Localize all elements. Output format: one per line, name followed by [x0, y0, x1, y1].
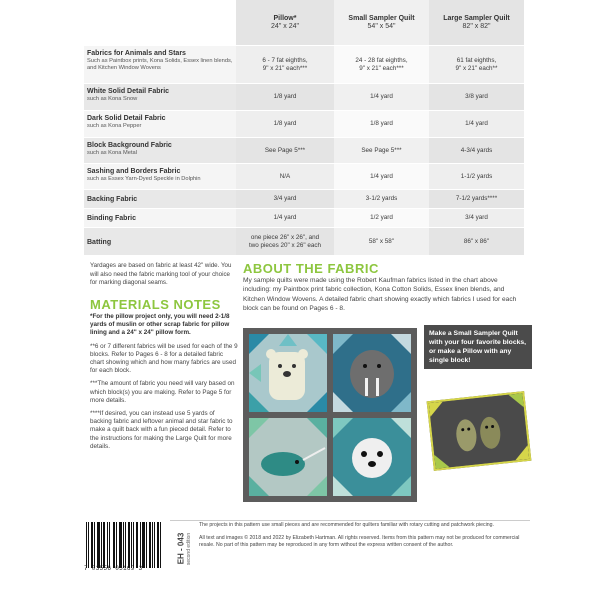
note-pillow: *For the pillow project only, you will need 2-1/8 yards of muslin or other scrap fabric for pillow lining and a 24" x 24" pillow form.	[90, 313, 230, 337]
row-name: Binding Fabric	[87, 215, 136, 222]
table-row	[84, 84, 524, 111]
quilt-illustration	[243, 328, 417, 502]
pillow-illustration	[429, 393, 529, 468]
row-sub: such as Kona Snow	[87, 96, 138, 102]
cell: 1/4 yard	[334, 164, 429, 189]
cell: 1/8 yard	[236, 84, 334, 110]
table-header-row	[84, 0, 524, 46]
cell: 3/4 yard	[429, 209, 524, 227]
about-fabric-title: ABOUT THE FABRIC	[243, 261, 379, 276]
cell: 6 - 7 fat eighths,	[262, 56, 308, 64]
edition-text: second edition	[186, 532, 192, 566]
cell: 1/8 yard	[334, 111, 429, 137]
footer-text	[199, 522, 529, 555]
about-fabric-text: My sample quilts were made using the Robert Kaufman fabrics listed in the chart above including: my Paintbox print fabric collection, Kona Cotton Solids, Essex linen blends, and Kitchen Window Wovens. A detailed fabric chart showing exactly which fabrics I used for each block can be found on Pages 6 - 8.	[243, 277, 517, 312]
sampler-callout: Make a Small Sampler Quilt with your four favorite blocks, or make a Pillow with any single block!	[424, 325, 532, 369]
row-sub: such as Essex Yarn-Dyed Speckle in Dolphin	[87, 176, 201, 182]
table-row	[84, 111, 524, 138]
cell: 1/2 yard	[334, 209, 429, 227]
table-row	[84, 209, 524, 228]
cell: two pieces 20" x 26" each	[248, 241, 322, 249]
cell: one piece 26" x 26", and	[250, 233, 320, 241]
cell: 58" x 58"	[334, 228, 429, 255]
cell: 1/4 yard	[429, 111, 524, 137]
row-name: Fabrics for Animals and Stars	[87, 50, 186, 57]
row-name: Block Background Fabric	[87, 142, 172, 149]
header-pillow: Pillow*	[273, 14, 297, 22]
row-name: White Solid Detail Fabric	[87, 88, 170, 95]
cell: 9" x 21" each***	[359, 64, 404, 72]
note-fat-eighths: **6 or 7 different fabrics will be used for each of the 9 blocks. Refer to Pages 6 - 8 for a detailed fabric chart showing which and how many fabrics are used for each block.	[90, 342, 238, 375]
materials-notes-title: MATERIALS NOTES	[90, 297, 221, 312]
cell: 1/4 yard	[236, 209, 334, 227]
footer-divider	[170, 520, 530, 521]
cell: 9" x 21" each***	[262, 64, 308, 72]
sampler-quilt-image	[243, 328, 417, 502]
row-name: Dark Solid Detail Fabric	[87, 115, 166, 122]
header-pillow-size: 24" x 24"	[271, 22, 299, 30]
barcode-numbers: 7 03556 05169 3	[84, 565, 143, 572]
pattern-code	[171, 524, 192, 584]
pattern-code-text: EH - 043	[176, 532, 186, 565]
header-small-quilt-size: 54" x 54"	[367, 22, 396, 30]
cell: 1-1/2 yards	[429, 164, 524, 189]
pillow-image	[427, 391, 532, 471]
row-sub: Such as Paintbox prints, Kona Solids, Essex linen blends, and Kitchen Window Wovens	[87, 58, 233, 71]
cell: See Page 5***	[236, 138, 334, 163]
cell: 24 - 28 fat eighths,	[355, 56, 408, 64]
cell: 61 fat eighths,	[456, 56, 497, 64]
table-row	[84, 46, 524, 84]
cell: 3-1/2 yards	[334, 190, 429, 208]
table-row	[84, 190, 524, 209]
row-name: Sashing and Borders Fabric	[87, 168, 181, 175]
header-large-quilt-size: 82" x 82"	[462, 22, 491, 30]
cell: 86" x 86"	[429, 228, 524, 255]
note-fabric-amount: ***The amount of fabric you need will vary based on which block(s) you are making. Refer to Page 5 for more details.	[90, 380, 235, 404]
row-sub: such as Kona Pepper	[87, 123, 142, 129]
table-row	[84, 138, 524, 164]
table-row	[84, 228, 524, 256]
cell: 3/4 yard	[236, 190, 334, 208]
materials-notes	[90, 313, 238, 456]
row-name: Batting	[87, 238, 112, 246]
cell: N/A	[236, 164, 334, 189]
cell: 7-1/2 yards****	[429, 190, 524, 208]
cell: 3/8 yard	[429, 84, 524, 110]
cell: See Page 5***	[334, 138, 429, 163]
footer-skill-note: The projects in this pattern use small pieces and are recommended for quilters familiar with rotary cutting and patchwork piecing.	[199, 522, 494, 528]
cell: 9" x 21" each**	[455, 64, 498, 72]
cell: 1/4 yard	[334, 84, 429, 110]
header-small-quilt: Small Sampler Quilt	[348, 14, 415, 22]
cell: 4-3/4 yards	[429, 138, 524, 163]
yardage-note: Yardages are based on fabric at least 42" wide. You will also need the fabric marking tool of your choice for marking diagonal seams.	[90, 262, 232, 286]
row-name: Backing Fabric	[87, 196, 138, 203]
cell: 1/8 yard	[236, 111, 334, 137]
row-sub: such as Kona Metal	[87, 150, 137, 156]
materials-table	[84, 0, 524, 256]
header-large-quilt: Large Sampler Quilt	[443, 14, 510, 22]
note-backing: ****If desired, you can instead use 5 yards of backing fabric and leftover animal and star fabric to make a quilt back with a fun pieced detail. Refer to the instructions for making the Large Quilt for more details.	[90, 410, 233, 450]
table-row	[84, 164, 524, 190]
footer-copyright: All text and images © 2018 and 2022 by Elizabeth Hartman. All rights reserved. Items from this pattern may not be produced for commercial resale. No part of this pattern may be reproduced in any form without the express written consent of the author.	[199, 535, 520, 548]
